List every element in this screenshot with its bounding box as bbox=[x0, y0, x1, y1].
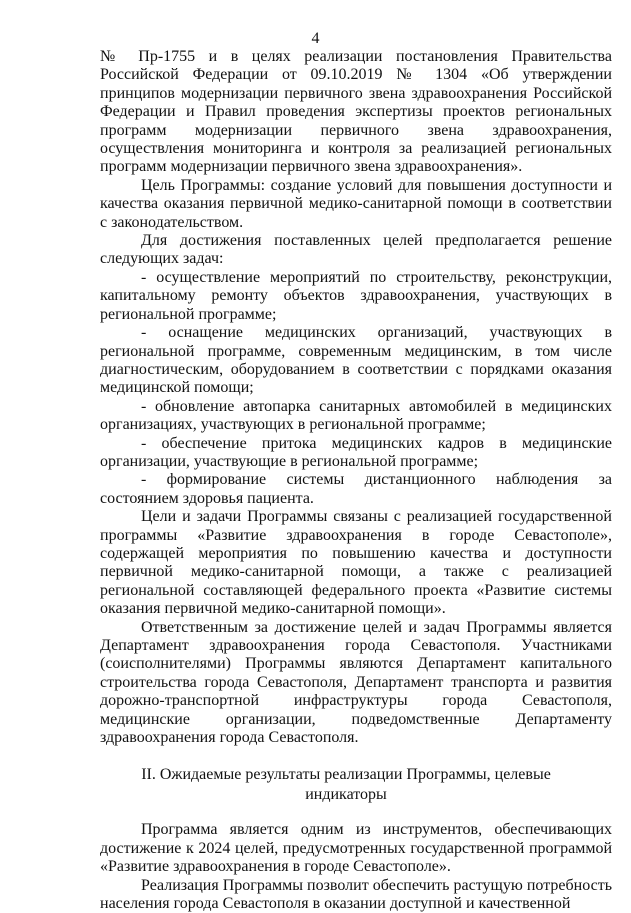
page-number: 4 bbox=[311, 30, 320, 47]
paragraph-responsible-parties: Ответственным за достижение целей и задач Программы является Департамент здравоохранения города Севастополя. Участниками (соисполнителями) Программы являются Департамент капитального строительства города Севастополя, Департамент транспорта и развития дорожно-транспортной инфраструктуры города Севастополя, медицинские организации, подведомственные Департаменту здравоохранения города Севастополя. bbox=[100, 618, 612, 747]
paragraph-program-goal: Цель Программы: создание условий для повышения доступности и качества оказания первичной медико-санитарной помощи в соответствии с законодательством. bbox=[100, 176, 612, 231]
paragraph-program-instrument: Программа является одним из инструментов, обеспечивающих достижение к 2024 целей, предусмотренных государственной программой «Развитие здравоохранения в городе Севастополе». bbox=[100, 821, 612, 876]
paragraph-decree-reference: № Пр-1755 и в целях реализации постановления Правительства Российской Федерации от 09.10.2019 № 1304 «Об утверждении принципов модернизации первичного звена здравоохранения Российской Федерации и Правил проведения экспертизы проектов региональных программ модернизации первичного звена здравоохранения, осуществления мониторинга и контроля за реализацией региональных программ модернизации первичного звена здравоохранения». bbox=[100, 48, 612, 176]
paragraph-tasks-intro: Для достижения поставленных целей предполагается решение следующих задач: bbox=[100, 232, 612, 268]
task-item-construction: - осуществление мероприятий по строительству, реконструкции, капитальному ремонту объектов здравоохранения, участвующих в региональной программе; bbox=[100, 268, 612, 323]
paragraph-program-implementation: Реализация Программы позволит обеспечить растущую потребность населения города Севастополя в оказании доступной и качественной bbox=[100, 876, 612, 913]
task-item-equipment: - оснащение медицинских организаций, участвующих в региональной программе, современным медицинским, в том числе диагностическим, оборудованием в соответствии с порядками оказания медицинской помощи; bbox=[100, 324, 612, 397]
task-item-ambulance-fleet: - обновление автопарка санитарных автомобилей в медицинских организациях, участвующих в региональной программе; bbox=[100, 397, 612, 434]
section-heading: II. Ожидаемые результаты реализации Программы, целевые индикаторы bbox=[141, 766, 551, 804]
document-body bbox=[100, 48, 612, 913]
task-item-remote-monitoring: - формирование системы дистанционного наблюдения за состоянием здоровья пациента. bbox=[100, 471, 612, 507]
task-item-staff: - обеспечение притока медицинских кадров в медицинские организации, участвующие в региональной программе; bbox=[100, 434, 612, 470]
paragraph-state-program-link: Цели и задачи Программы связаны с реализацией государственной программы «Развитие здравоохранения в городе Севастополе», содержащей мероприятия по повышению качества и доступности первичной медико-санитарной помощи, а также с реализацией региональной составляющей федерального проекта «Развитие системы оказания первичной медико-санитарной помощи». bbox=[100, 508, 612, 618]
